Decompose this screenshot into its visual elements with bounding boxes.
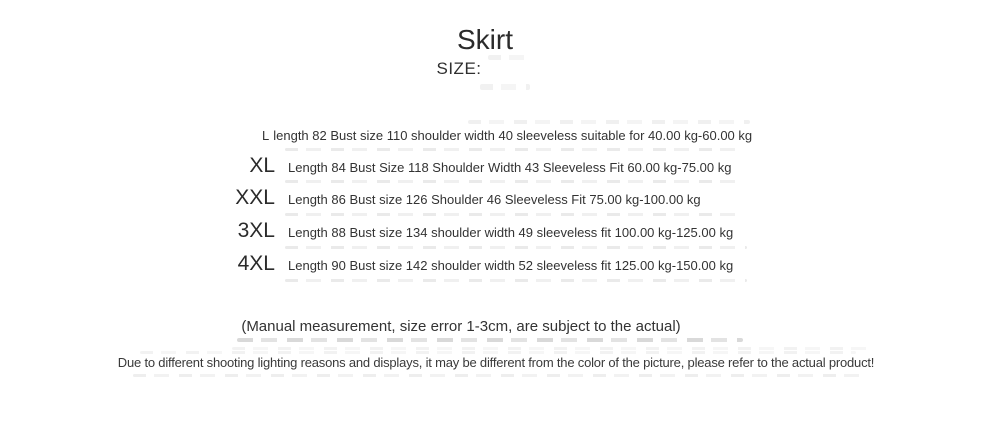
erased-text-artifact [285, 213, 745, 216]
erased-text-artifact [480, 84, 530, 90]
size-label: 3XL [237, 219, 275, 242]
size-description: Length 86 Bust size 126 Shoulder 46 Sleeveless Fit 75.00 kg-100.00 kg [288, 192, 701, 207]
size-label: 4XL [237, 252, 275, 275]
erased-text-artifact [468, 120, 750, 124]
size-description: Length 88 Bust size 134 shoulder width 49 sleeveless fit 100.00 kg-125.00 kg [288, 225, 734, 240]
size-row-3xl [230, 218, 733, 243]
size-row-l [262, 128, 752, 144]
erased-text-artifact [140, 351, 856, 354]
size-row-4xl [230, 251, 733, 276]
size-description: Length 84 Bust Size 118 Shoulder Width 43 Sleeveless Fit 60.00 kg-75.00 kg [288, 160, 732, 175]
erased-text-artifact [285, 180, 745, 183]
size-description: Length 90 Bust size 142 shoulder width 52 sleeveless fit 125.00 kg-150.00 kg [288, 258, 734, 273]
size-heading: SIZE: [436, 59, 482, 78]
size-row-xxl [230, 185, 701, 210]
erased-text-artifact [285, 279, 747, 282]
measurement-note: (Manual measurement, size error 1-3cm, are subject to the actual) [241, 318, 681, 335]
size-row-xl [230, 153, 731, 178]
color-disclaimer-note: Due to different shooting lighting reasons and displays, it may be different from the color of the picture, please refer to the actual product! [117, 355, 875, 370]
size-label: L [262, 128, 270, 143]
erased-text-artifact [237, 338, 743, 342]
erased-text-artifact [133, 374, 863, 377]
erased-text-artifact [232, 347, 872, 350]
size-label: XL [249, 154, 275, 177]
erased-text-artifact [285, 246, 747, 249]
erased-text-artifact [285, 148, 740, 151]
product-title: Skirt [457, 24, 513, 55]
size-description: length 82 Bust size 110 shoulder width 40 sleeveless suitable for 40.00 kg-60.00 kg [273, 128, 753, 143]
size-label: XXL [235, 186, 275, 209]
erased-text-artifact [488, 55, 528, 60]
